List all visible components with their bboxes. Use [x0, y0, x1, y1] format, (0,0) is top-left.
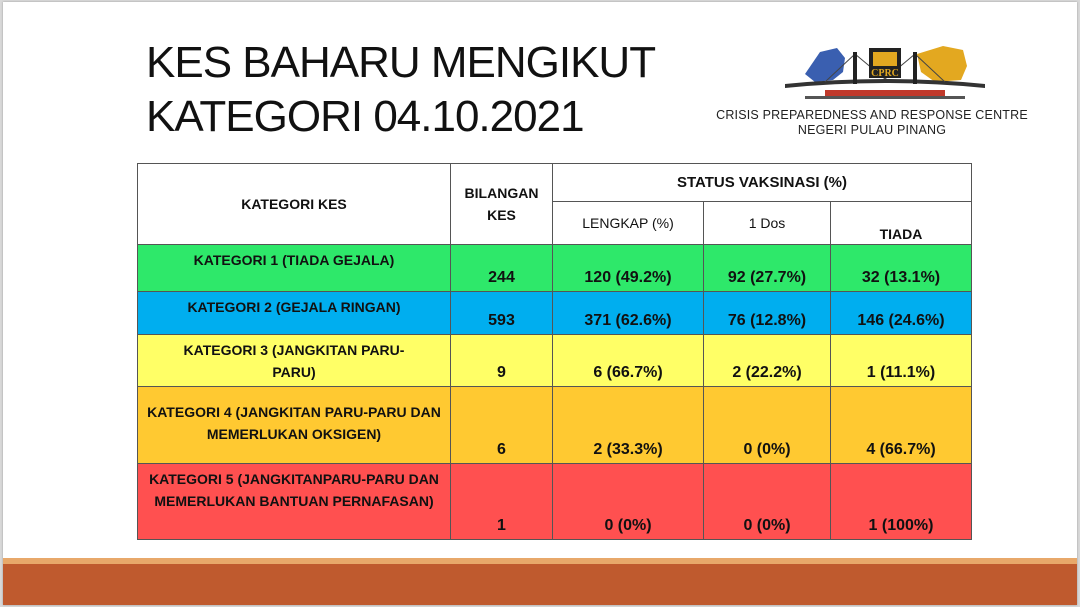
row-bilangan: 593 — [451, 292, 553, 335]
title-line-2: KATEGORI 04.10.2021 — [146, 92, 584, 141]
row-tiada: 1 (100%) — [831, 464, 972, 540]
row-kategori: KATEGORI 1 (TIADA GEJALA) — [138, 245, 451, 292]
table-row — [138, 464, 972, 540]
header-bilangan: BILANGAN KES — [451, 164, 553, 245]
org-line-1: CRISIS PREPAREDNESS AND RESPONSE CENTRE — [716, 108, 1028, 122]
row-lengkap: 0 (0%) — [553, 464, 704, 540]
row-bilangan: 1 — [451, 464, 553, 540]
row-lengkap: 371 (62.6%) — [553, 292, 704, 335]
table-row — [138, 292, 972, 335]
header-lengkap: LENGKAP (%) — [553, 202, 704, 245]
title-line-1: KES BAHARU MENGIKUT — [146, 38, 656, 87]
slide-title — [146, 36, 655, 144]
row-tiada: 1 (11.1%) — [831, 335, 972, 387]
row-lengkap: 120 (49.2%) — [553, 245, 704, 292]
table-row — [138, 387, 972, 464]
row-kategori: KATEGORI 2 (GEJALA RINGAN) — [138, 292, 451, 335]
row-lengkap: 6 (66.7%) — [553, 335, 704, 387]
header-status-vaksinasi: STATUS VAKSINASI (%) — [553, 164, 972, 202]
footer-bar — [3, 564, 1077, 605]
row-bilangan: 244 — [451, 245, 553, 292]
header-row-1 — [138, 164, 972, 202]
row-bilangan: 9 — [451, 335, 553, 387]
row-1-dos: 92 (27.7%) — [704, 245, 831, 292]
row-tiada: 32 (13.1%) — [831, 245, 972, 292]
table-row — [138, 245, 972, 292]
header-kategori: KATEGORI KES — [138, 164, 451, 245]
header-1-dos: 1 Dos — [704, 202, 831, 245]
org-line-2: NEGERI PULAU PINANG — [797, 123, 947, 137]
slide — [3, 2, 1077, 605]
row-1-dos: 2 (22.2%) — [704, 335, 831, 387]
table-row — [138, 335, 972, 387]
header-tiada: TIADA — [831, 202, 972, 245]
row-lengkap: 2 (33.3%) — [553, 387, 704, 464]
row-1-dos: 0 (0%) — [704, 387, 831, 464]
row-kategori: KATEGORI 3 (JANGKITAN PARU-PARU) — [138, 335, 451, 387]
case-category-table — [137, 163, 972, 540]
row-tiada: 146 (24.6%) — [831, 292, 972, 335]
organization-name — [711, 108, 1033, 138]
logo-text: CPRC — [871, 68, 899, 79]
row-tiada: 4 (66.7%) — [831, 387, 972, 464]
row-1-dos: 0 (0%) — [704, 464, 831, 540]
cprc-logo — [785, 44, 985, 102]
row-bilangan: 6 — [451, 387, 553, 464]
row-kategori: KATEGORI 4 (JANGKITAN PARU-PARU DAN MEMERLUKAN OKSIGEN) — [138, 387, 451, 464]
row-1-dos: 76 (12.8%) — [704, 292, 831, 335]
row-kategori: KATEGORI 5 (JANGKITANPARU-PARU DAN MEMERLUKAN BANTUAN PERNAFASAN) — [138, 464, 451, 540]
